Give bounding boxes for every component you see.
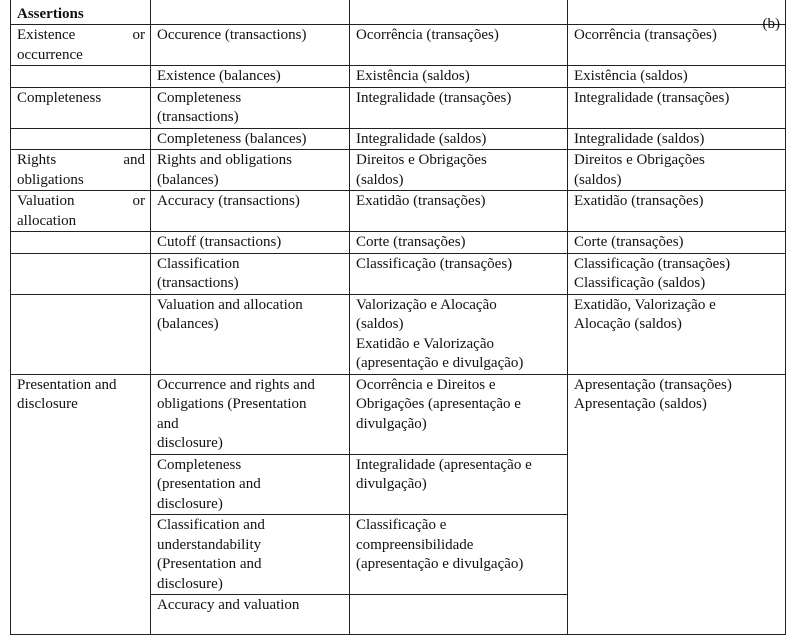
table-cell — [350, 150, 568, 191]
header-cell-assertions — [11, 0, 151, 25]
table-row — [11, 253, 786, 294]
table-cell — [568, 128, 786, 150]
table-cell — [11, 128, 151, 150]
header-partial-text: (b) — [762, 16, 780, 32]
cell-line: disclosure) — [157, 495, 223, 512]
table-cell — [151, 66, 350, 88]
cell-line: Integralidade (saldos) — [356, 130, 487, 147]
cell-line: Exatidão (transações) — [574, 193, 704, 209]
table-cell — [350, 294, 568, 374]
header-cell — [350, 0, 568, 25]
header-assertions: Assertions — [17, 5, 84, 22]
table-cell — [350, 595, 568, 635]
cell-line: Direitos e Obrigações — [574, 152, 705, 168]
cell-line: (balances) — [157, 316, 219, 332]
table-cell — [350, 454, 568, 515]
cell-line: Exatidão (transações) — [356, 193, 486, 209]
table-cell — [568, 87, 786, 128]
cell-line: (presentation and — [157, 476, 261, 492]
cell-line: understandability — [157, 536, 262, 553]
table-cell — [350, 232, 568, 254]
table-cell — [11, 66, 151, 88]
cell-line: Integralidade (transações) — [574, 89, 730, 106]
table-row — [11, 128, 786, 150]
header-cell — [568, 0, 786, 32]
table-row — [11, 191, 786, 232]
table-cell — [350, 253, 568, 294]
cell-line: (saldos) — [356, 316, 404, 332]
cell-line: compreensibilidade — [356, 536, 474, 553]
cell-line: Apresentação (transações) — [574, 376, 732, 393]
cell-line: and — [157, 415, 179, 432]
cell-line: Completeness — [157, 456, 242, 473]
cell-line: Existence (balances) — [157, 68, 281, 84]
cell-line: Rights and obligations — [157, 152, 292, 168]
cell-line: Accuracy and valuation — [157, 597, 300, 613]
table-cell — [151, 128, 350, 150]
table-cell — [568, 294, 786, 374]
cell-line: Existência (saldos) — [356, 68, 470, 84]
cell-line: (Presentation and — [157, 556, 262, 572]
cell-line: divulgação) — [356, 415, 427, 432]
table-cell — [350, 515, 568, 595]
cell-line: obligations (Presentation — [157, 396, 307, 412]
cell-line: Obrigações (apresentação e — [356, 396, 521, 412]
table-cell — [568, 191, 786, 232]
cell-line: (transactions) — [157, 109, 239, 125]
table-cell — [151, 515, 350, 595]
table-row — [11, 232, 786, 254]
table-cell — [11, 253, 151, 294]
table-cell — [350, 128, 568, 150]
cell-line: Classification and — [157, 517, 265, 533]
cell-line: Exatidão e Valorização — [356, 335, 494, 352]
table-cell — [151, 595, 350, 635]
table-cell — [11, 191, 151, 232]
cell-line: Completeness — [17, 89, 102, 106]
table-cell — [350, 374, 568, 454]
table-cell — [11, 150, 151, 191]
cell-line: Occurence (transactions) — [157, 27, 307, 43]
table-cell — [350, 87, 568, 128]
table-cell — [11, 25, 151, 66]
table-cell — [151, 150, 350, 191]
cell-line: (apresentação e divulgação) — [356, 556, 524, 572]
cell-line: Classificação (transações) — [574, 255, 731, 272]
cell-line: Valuation or — [17, 193, 145, 209]
table-cell — [151, 374, 350, 454]
cell-line: Completeness — [157, 89, 242, 106]
table-row — [11, 25, 786, 66]
table-cell — [151, 191, 350, 232]
table-cell — [11, 232, 151, 254]
table-cell — [568, 150, 786, 191]
cell-line: (saldos) — [574, 171, 622, 188]
table-row — [11, 87, 786, 128]
cell-line: obligations — [17, 171, 84, 188]
cell-line: Classificação e — [356, 517, 447, 533]
cell-line: Existência (saldos) — [574, 68, 688, 84]
cell-line: (saldos) — [356, 171, 404, 188]
table-cell — [568, 253, 786, 294]
cell-line: Direitos e Obrigações — [356, 152, 487, 168]
table-cell — [11, 87, 151, 128]
header-cell — [151, 0, 350, 25]
table-row — [11, 374, 786, 454]
assertions-table — [10, 0, 786, 635]
cell-line: Exatidão, Valorização e — [574, 296, 716, 313]
cell-line: (balances) — [157, 171, 219, 188]
cell-line: Ocorrência (transações) — [356, 27, 499, 43]
table-cell — [151, 87, 350, 128]
cell-line: Ocorrência (transações) — [574, 27, 717, 43]
cell-line: Classificação (transações) — [356, 255, 513, 272]
cell-line: Rights and — [17, 152, 145, 168]
table-cell — [11, 374, 151, 635]
cell-line: (apresentação e divulgação) — [356, 355, 524, 371]
table-cell — [151, 294, 350, 374]
table-cell — [568, 25, 786, 66]
table-cell — [151, 232, 350, 254]
cell-line: Classificação (saldos) — [574, 275, 706, 291]
cell-line: Ocorrência e Direitos e — [356, 376, 496, 393]
cell-line: Apresentação (saldos) — [574, 396, 707, 412]
cell-line: Alocação (saldos) — [574, 316, 682, 332]
cell-line: divulgação) — [356, 476, 427, 492]
table-cell — [350, 191, 568, 232]
cell-line: disclosure) — [157, 575, 223, 592]
table-row — [11, 294, 786, 374]
cell-line: disclosure — [17, 396, 78, 412]
cell-line: Valorização e Alocação — [356, 296, 497, 313]
cell-line: Integralidade (transações) — [356, 89, 512, 106]
cell-line: Integralidade (apresentação e — [356, 456, 532, 473]
cell-line: allocation — [17, 212, 77, 229]
cell-line: Accuracy (transactions) — [157, 193, 300, 209]
cell-line: Integralidade (saldos) — [574, 130, 705, 147]
table-header-row — [11, 0, 786, 25]
table-cell — [568, 66, 786, 88]
cell-line: Occurrence and rights and — [157, 376, 315, 393]
cell-line: Completeness (balances) — [157, 130, 307, 147]
table-cell — [568, 232, 786, 254]
cell-line: Classification — [157, 255, 240, 272]
cell-line: Corte (transações) — [574, 234, 684, 250]
cell-line: (transactions) — [157, 275, 239, 291]
cell-line: Corte (transações) — [356, 234, 466, 250]
table-cell — [151, 253, 350, 294]
table-row — [11, 66, 786, 88]
cell-line: disclosure) — [157, 435, 223, 451]
cell-line: Cutoff (transactions) — [157, 234, 282, 250]
table-cell — [151, 25, 350, 66]
table-cell — [568, 374, 786, 635]
cell-line: Presentation and — [17, 376, 117, 393]
cell-line: occurrence — [17, 46, 83, 63]
cell-line: Existence or — [17, 27, 145, 43]
table-cell — [11, 294, 151, 374]
table-cell — [151, 454, 350, 515]
table-cell — [350, 66, 568, 88]
cell-line: Valuation and allocation — [157, 296, 303, 313]
table-row — [11, 150, 786, 191]
table-cell — [350, 25, 568, 66]
